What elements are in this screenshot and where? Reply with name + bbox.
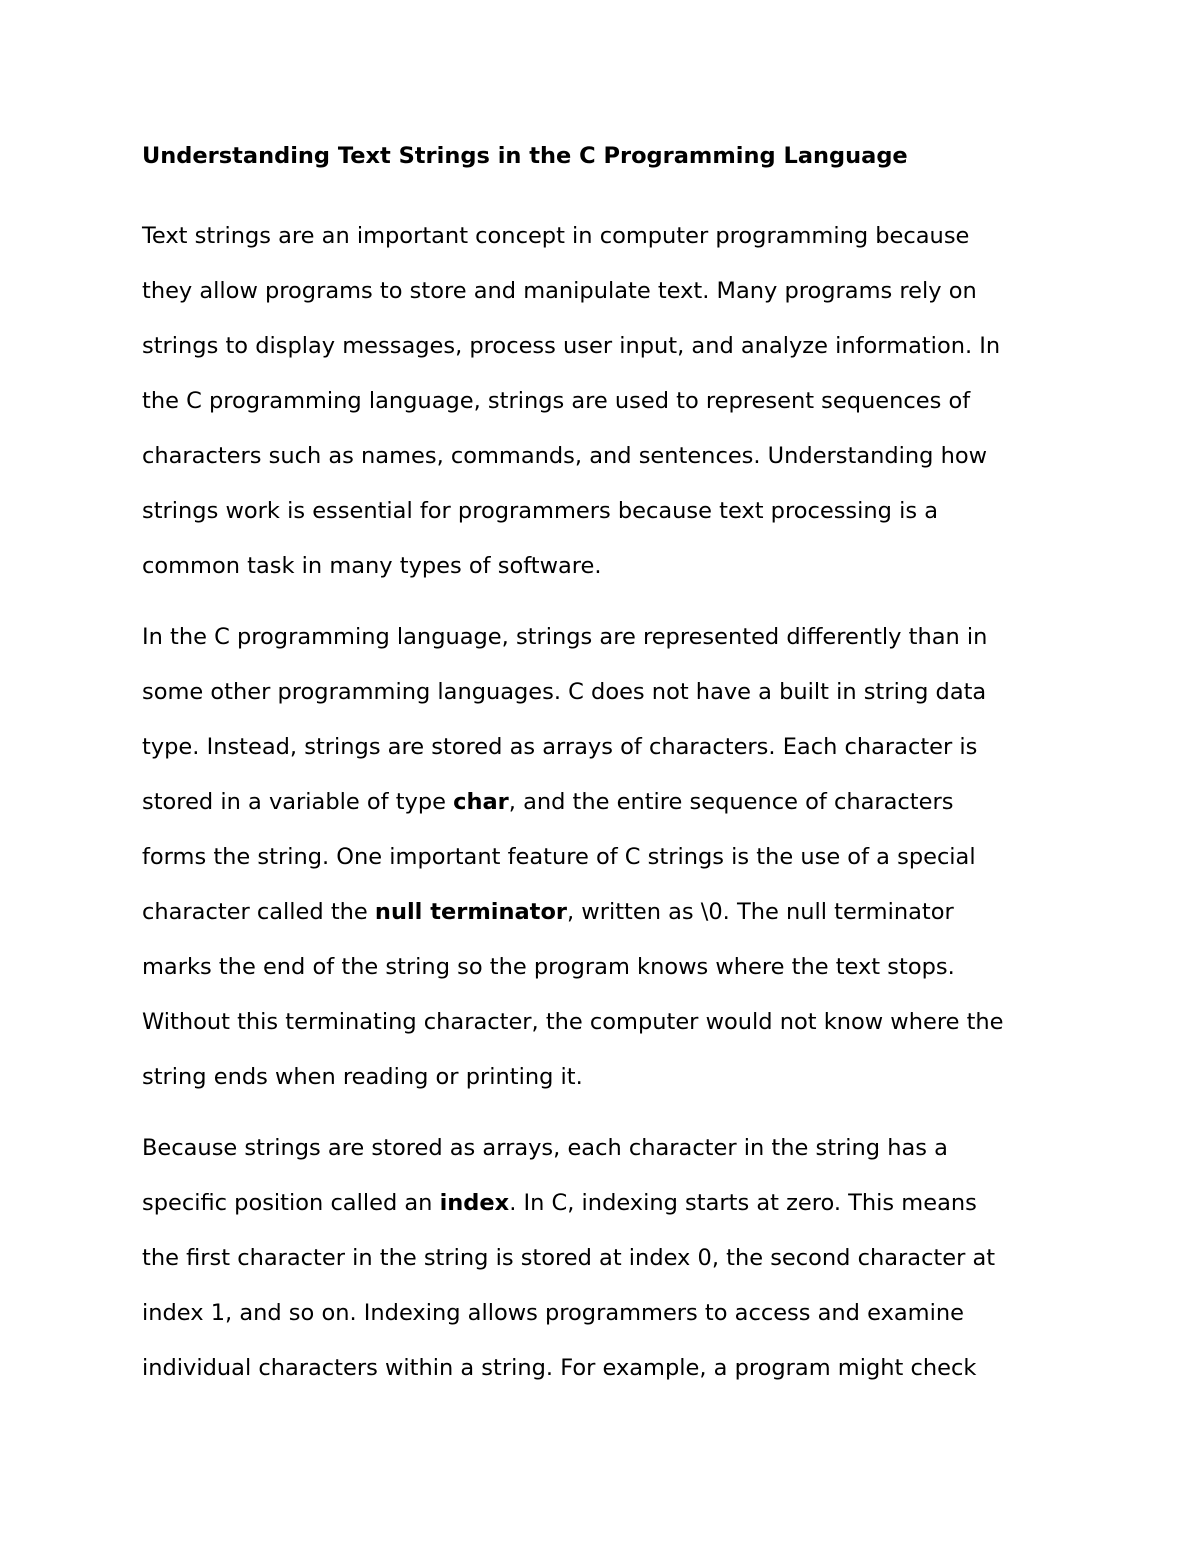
text-line bbox=[142, 610, 1062, 665]
text-line bbox=[142, 1231, 1062, 1286]
text-line bbox=[142, 319, 1062, 374]
text-run: Because strings are stored as arrays, each character in the string has a bbox=[142, 1135, 948, 1161]
text-line bbox=[142, 484, 1062, 539]
text-line bbox=[142, 1050, 1062, 1105]
text-run: character called the bbox=[142, 899, 375, 925]
text-run: common task in many types of software. bbox=[142, 553, 602, 579]
text-line bbox=[142, 1121, 1062, 1176]
text-run: the first character in the string is stored at index 0, the second character at bbox=[142, 1245, 996, 1271]
text-line bbox=[142, 1341, 1062, 1396]
paragraph bbox=[142, 610, 1062, 1105]
document-title: Understanding Text Strings in the C Programming Language bbox=[142, 143, 908, 169]
text-run: marks the end of the string so the program knows where the text stops. bbox=[142, 954, 955, 980]
paragraph-list bbox=[142, 209, 1062, 1396]
text-line bbox=[142, 1176, 1062, 1231]
text-run: specific position called an bbox=[142, 1190, 440, 1216]
text-run: type. Instead, strings are stored as arrays of characters. Each character is bbox=[142, 734, 978, 760]
paragraph bbox=[142, 209, 1062, 594]
text-run: index 1, and so on. Indexing allows programmers to access and examine bbox=[142, 1300, 964, 1326]
bold-term: null terminator bbox=[374, 899, 567, 925]
text-line bbox=[142, 940, 1062, 995]
text-line bbox=[142, 830, 1062, 885]
text-line bbox=[142, 885, 1062, 940]
text-run: forms the string. One important feature of C strings is the use of a special bbox=[142, 844, 976, 870]
text-line bbox=[142, 374, 1062, 429]
text-line bbox=[142, 264, 1062, 319]
text-run: strings to display messages, process user input, and analyze information. In bbox=[142, 333, 1001, 359]
bold-term: char bbox=[453, 789, 509, 815]
text-run: individual characters within a string. For example, a program might check bbox=[142, 1355, 977, 1381]
text-run: they allow programs to store and manipulate text. Many programs rely on bbox=[142, 278, 977, 304]
text-line bbox=[142, 1286, 1062, 1341]
paragraph bbox=[142, 1121, 1062, 1396]
text-line bbox=[142, 429, 1062, 484]
text-run: In the C programming language, strings are represented differently than in bbox=[142, 624, 988, 650]
text-run: string ends when reading or printing it. bbox=[142, 1064, 583, 1090]
text-run: Without this terminating character, the computer would not know where the bbox=[142, 1009, 1004, 1035]
text-run: , and the entire sequence of characters bbox=[508, 789, 954, 815]
document-body bbox=[142, 136, 1062, 1412]
text-run: . In C, indexing starts at zero. This means bbox=[509, 1190, 977, 1216]
text-run: some other programming languages. C does not have a built in string data bbox=[142, 679, 987, 705]
text-line bbox=[142, 665, 1062, 720]
text-run: stored in a variable of type bbox=[142, 789, 454, 815]
text-line bbox=[142, 775, 1062, 830]
text-run: Text strings are an important concept in computer programming because bbox=[142, 223, 970, 249]
text-run: strings work is essential for programmers because text processing is a bbox=[142, 498, 939, 524]
text-line bbox=[142, 209, 1062, 264]
text-line bbox=[142, 539, 1062, 594]
text-line bbox=[142, 720, 1062, 775]
bold-term: index bbox=[439, 1190, 510, 1216]
text-run: the C programming language, strings are used to represent sequences of bbox=[142, 388, 971, 414]
text-run: characters such as names, commands, and sentences. Understanding how bbox=[142, 443, 988, 469]
text-run: , written as \0. The null terminator bbox=[567, 899, 954, 925]
text-line bbox=[142, 995, 1062, 1050]
